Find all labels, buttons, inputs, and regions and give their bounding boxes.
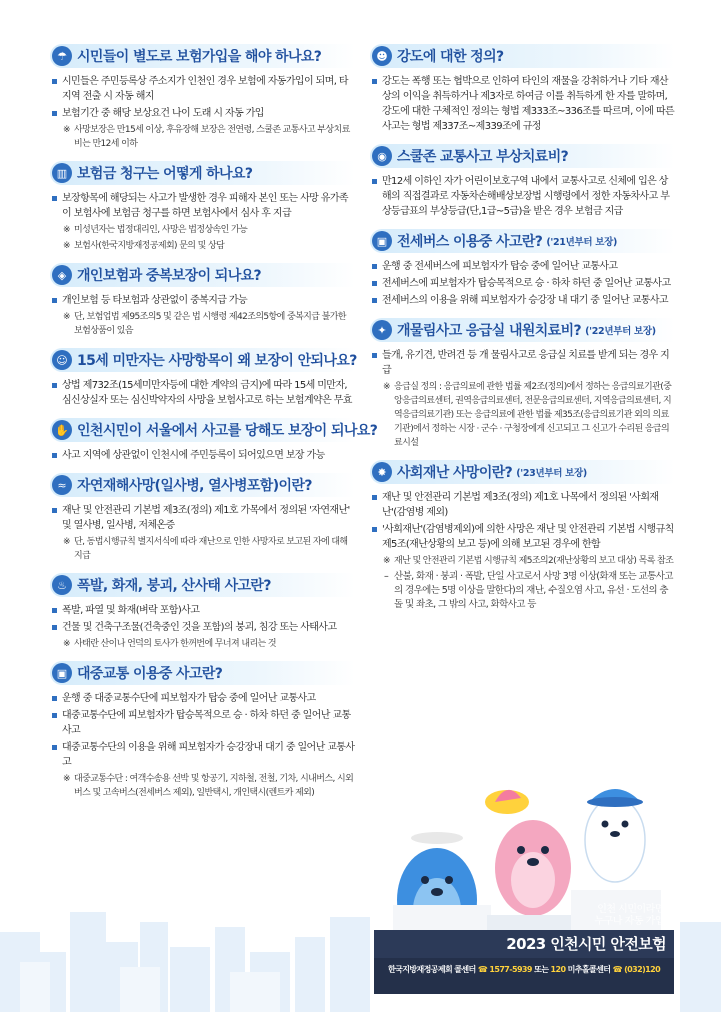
section-header bbox=[50, 348, 355, 372]
info-section bbox=[370, 44, 675, 134]
note-text: 재난 및 안전관리 기본법 시행규칙 제5조의2(재난상황의 보고 대상) 목록 참조 bbox=[394, 556, 674, 566]
bullet-item: 운행 중 대중교통수단에 피보험자가 탑승 중에 일어난 교통사고 bbox=[50, 691, 355, 706]
banner-slogan bbox=[595, 904, 664, 928]
bullet-item: 재난 및 안전관리 기본법 제3조(정의) 제1호 나목에서 정의된 '사회재난'(감염병 제외) bbox=[370, 490, 675, 520]
car-icon: ◉ bbox=[372, 146, 392, 166]
section-title: 개인보험과 중복보장이 되나요? bbox=[77, 268, 262, 284]
bullet-item: 상법 제732조(15세미만자등에 대한 계약의 금지)에 따라 15세 미만자, 심신상실자 또는 심신박약자의 사망을 보험사고로 하는 보험계약은 무효 bbox=[50, 378, 355, 408]
dash-item bbox=[370, 570, 675, 612]
bullet-item: 전세버스의 이용을 위해 피보험자가 승강장 내 대기 중 일어난 교통사고 bbox=[370, 293, 675, 308]
dog-icon: ✦ bbox=[372, 320, 392, 340]
note-mark: ※ bbox=[383, 382, 390, 392]
section-title: 개물림사고 응급실 내원치료비? bbox=[397, 323, 582, 339]
section-header bbox=[370, 460, 675, 484]
section-header bbox=[50, 161, 355, 185]
bullet-item: 재난 및 안전관리 기본법 제3조(정의) 제1호 가목에서 정의된 '자연재난' 및 열사병, 일사병, 저체온증 bbox=[50, 503, 355, 533]
bus-icon: ▣ bbox=[372, 231, 392, 251]
info-section bbox=[50, 161, 355, 253]
section-header bbox=[50, 418, 378, 442]
note-mark: ※ bbox=[63, 225, 70, 235]
info-section bbox=[50, 473, 355, 563]
section-title: 대중교통 이용중 사고란? bbox=[77, 666, 223, 682]
section-header bbox=[370, 44, 675, 68]
contact-suffix: 미추홀콜센터 bbox=[567, 965, 611, 974]
section-title: 시민들이 별도로 보험가입을 해야 하나요? bbox=[77, 49, 322, 65]
bullet-item: 보험기간 중 해당 보상요건 나이 도래 시 자동 가입 bbox=[50, 106, 355, 121]
bullet-item: 들개, 유기견, 반려견 등 개 물림사고로 응급실 치료를 받게 되는 경우 지급 bbox=[370, 348, 675, 378]
note-mark: ※ bbox=[63, 537, 70, 547]
info-section bbox=[50, 418, 378, 463]
bullet-item: 건물 및 건축구조물(건축중인 것을 포함)의 붕괴, 침강 또는 사태사고 bbox=[50, 620, 355, 635]
bus-icon: ▣ bbox=[52, 663, 72, 683]
contact-prefix: 한국지방재정공제회 콜센터 bbox=[387, 965, 476, 974]
right-column bbox=[370, 44, 675, 622]
info-section bbox=[370, 460, 675, 612]
disaster-icon: ✸ bbox=[372, 462, 392, 482]
info-section bbox=[50, 44, 355, 151]
contact-mid: 또는 bbox=[534, 965, 549, 974]
section-header bbox=[370, 229, 675, 253]
note-item bbox=[50, 535, 355, 563]
note-text: 단, 동법시행규칙 별지서식에 따라 재난으로 인한 사망자로 보고된 자에 대해 지급 bbox=[74, 537, 348, 561]
building-icon: ▥ bbox=[52, 163, 72, 183]
promo-banner bbox=[374, 904, 674, 994]
note-text: 사망보장은 만15세 이상, 후유장해 보장은 전연령, 스쿨존 교통사고 부상치료비는 만12세 이하 bbox=[74, 125, 350, 149]
coverage-year-tag: ('23년부터 보장) bbox=[516, 468, 587, 479]
note-mark: ※ bbox=[63, 241, 70, 251]
banner-title: 2023 인천시민 안전보험 bbox=[506, 935, 666, 953]
bullet-item: 강도는 폭행 또는 협박으로 인하여 타인의 재물을 강취하거나 기타 재산상의 이익을 취득하거나 제3자로 하여금 이를 취득하게 한 자를 말하며, 강도에 대한 구체적인 정의는 형법 제333조~336조를 따르며, 이에 따른 사고는 형법 제337조~제339조에 규정 bbox=[370, 74, 675, 134]
note-text: 보험사(한국지방재정공제회) 문의 및 상담 bbox=[74, 241, 225, 251]
bullet-item: '사회재난'(감염병제외)에 의한 사망은 재난 및 안전관리 기본법 시행규칙 제5조(재난상황의 보고 등)에 의해 보고된 경우에 한함 bbox=[370, 522, 675, 552]
section-title: 자연재해사망(일사병, 열사병포함)이란? bbox=[77, 478, 312, 494]
info-section bbox=[370, 318, 675, 450]
section-title: 인천시민이 서울에서 사고를 당해도 보장이 되나요? bbox=[77, 423, 378, 439]
bullet-item: 개인보험 등 타보험과 상관없이 중복지급 가능 bbox=[50, 293, 355, 308]
pink-seal-mascot bbox=[485, 790, 571, 916]
bullet-item: 운행 중 전세버스에 피보험자가 탑승 중에 일어난 교통사고 bbox=[370, 259, 675, 274]
coverage-year-tag: ('22년부터 보장) bbox=[585, 326, 656, 337]
info-section bbox=[50, 573, 355, 651]
section-title: 강도에 대한 정의? bbox=[397, 49, 504, 65]
note-text: 단, 보험업법 제95조의5 및 같은 법 시행령 제42조의5항에 중복지급 불가한 보험상품이 있음 bbox=[74, 312, 346, 336]
section-title: 전세버스 이용중 사고란? bbox=[397, 234, 543, 250]
dash-text: 산불, 화재 · 붕괴 · 폭발, 단일 사고로서 사망 3명 이상(화재 또는 교통사고의 경우에는 5명 이상을 말한다)의 재난, 수질오염 사고, 유선 · 도선의 충돌 및 좌초, 그 밖의 사고, 화학사고 등 bbox=[394, 571, 673, 610]
section-header bbox=[370, 144, 675, 168]
note-item bbox=[50, 310, 355, 338]
section-title: 15세 미만자는 사망항목이 왜 보장이 안되나요? bbox=[77, 353, 357, 369]
coverage-year-tag: ('21년부터 보장) bbox=[546, 237, 618, 248]
note-item bbox=[50, 223, 355, 237]
note-mark: ※ bbox=[63, 639, 70, 649]
contact-phone-3: ☎ (032)120 bbox=[612, 965, 661, 974]
info-section bbox=[370, 144, 675, 219]
fire-icon: ♨ bbox=[52, 575, 72, 595]
bullet-item: 사고 지역에 상관없이 인천시에 주민등록이 되어있으면 보장 가능 bbox=[50, 448, 355, 463]
bullet-item: 대중교통수단의 이용을 위해 피보험자가 승강장내 대기 중 일어난 교통사고 bbox=[50, 740, 355, 770]
note-text: 응급실 정의 : 응급의료에 관한 법률 제2조(정의)에서 정하는 응급의료기관(중앙응급의료센터, 권역응급의료센터, 전문응급의료센터, 지역응급의료센터, 지역응급의료기관) 또는 응급의료에 관한 법률 제35조(응급의료기관 외의 의료기관)에서 정하는 시장 · 군수 · 구청장에게 신고되고 그 신고가 수리된 응급의료시설 bbox=[394, 382, 672, 448]
banner-contact bbox=[378, 964, 670, 975]
section-title: 스쿨존 교통사고 부상치료비? bbox=[397, 149, 569, 165]
bullet-item: 만12세 이하인 자가 어린이보호구역 내에서 교통사고로 신체에 입은 상해의 직접결과로 자동차손해배상보장법 시행령에서 정한 자동차사고 부상등급표의 부상등급(단,1급~5급)을 받은 경우 보험금 지급 bbox=[370, 174, 675, 219]
section-title: 사회재난 사망이란? bbox=[397, 465, 513, 481]
note-item bbox=[370, 380, 675, 450]
section-header bbox=[50, 573, 355, 597]
child-icon: ☺ bbox=[52, 350, 72, 370]
info-section bbox=[50, 263, 355, 338]
section-title: 보험금 청구는 어떻게 하나요? bbox=[77, 166, 253, 182]
section-header bbox=[50, 263, 355, 287]
note-item bbox=[50, 637, 355, 651]
note-mark: ※ bbox=[63, 774, 70, 784]
section-title: 폭발, 화재, 붕괴, 산사태 사고란? bbox=[77, 578, 271, 594]
note-item bbox=[50, 239, 355, 253]
bullet-item: 폭발, 파열 및 화재(벼락 포함)사고 bbox=[50, 603, 355, 618]
note-text: 대중교통수단 : 여객수송용 선박 및 항공기, 지하철, 전철, 기차, 시내버스, 시외버스 및 고속버스(전세버스 제외), 일반택시, 개인택시(렌트카 제외) bbox=[74, 774, 354, 798]
info-section bbox=[50, 348, 355, 408]
contact-phone-2: 120 bbox=[550, 965, 566, 974]
note-text: 사태란 산이나 언덕의 토사가 한꺼번에 무너져 내리는 것 bbox=[74, 639, 276, 649]
contact-phone-1: ☎ 1577-5939 bbox=[477, 965, 532, 974]
note-mark: ※ bbox=[63, 125, 70, 135]
info-section bbox=[370, 229, 675, 308]
note-mark: ※ bbox=[63, 312, 70, 322]
umbrella-hand-icon: ☂ bbox=[52, 46, 72, 66]
note-item bbox=[50, 772, 355, 800]
note-item bbox=[50, 123, 355, 151]
section-header bbox=[50, 44, 355, 68]
dash-mark: – bbox=[384, 571, 389, 582]
note-mark: ※ bbox=[383, 556, 390, 566]
section-header bbox=[50, 661, 355, 685]
left-column bbox=[50, 44, 378, 810]
handshake-icon: ✋ bbox=[52, 420, 72, 440]
bullet-item: 보장항목에 해당되는 사고가 발생한 경우 피해자 본인 또는 사망 유가족이 보험사에 보험금 청구를 하면 보험사에서 심사 후 지급 bbox=[50, 191, 355, 221]
banner-slogan-line-1: 인천 시민이라면 bbox=[597, 904, 664, 915]
banner-slogan-line-2: 누구나 자동 가입 bbox=[594, 916, 664, 927]
section-header bbox=[50, 473, 355, 497]
note-item bbox=[370, 554, 675, 568]
white-seal-mascot bbox=[585, 789, 645, 882]
wave-icon: ≈ bbox=[52, 475, 72, 495]
shield-icon: ◈ bbox=[52, 265, 72, 285]
info-section bbox=[50, 661, 355, 800]
bullet-item: 시민들은 주민등록상 주소지가 인천인 경우 보험에 자동가입이 되며, 타 지역 전출 시 자동 해지 bbox=[50, 74, 355, 104]
bullet-item: 전세버스에 피보험자가 탑승목적으로 승 · 하차 하던 중 일어난 교통사고 bbox=[370, 276, 675, 291]
bullet-item: 대중교통수단에 피보험자가 탑승목적으로 승 · 하차 하던 중 일어난 교통사고 bbox=[50, 708, 355, 738]
thief-icon: ☻ bbox=[372, 46, 392, 66]
note-text: 미성년자는 법정대리인, 사망은 법정상속인 가능 bbox=[74, 225, 248, 235]
section-header bbox=[370, 318, 675, 342]
